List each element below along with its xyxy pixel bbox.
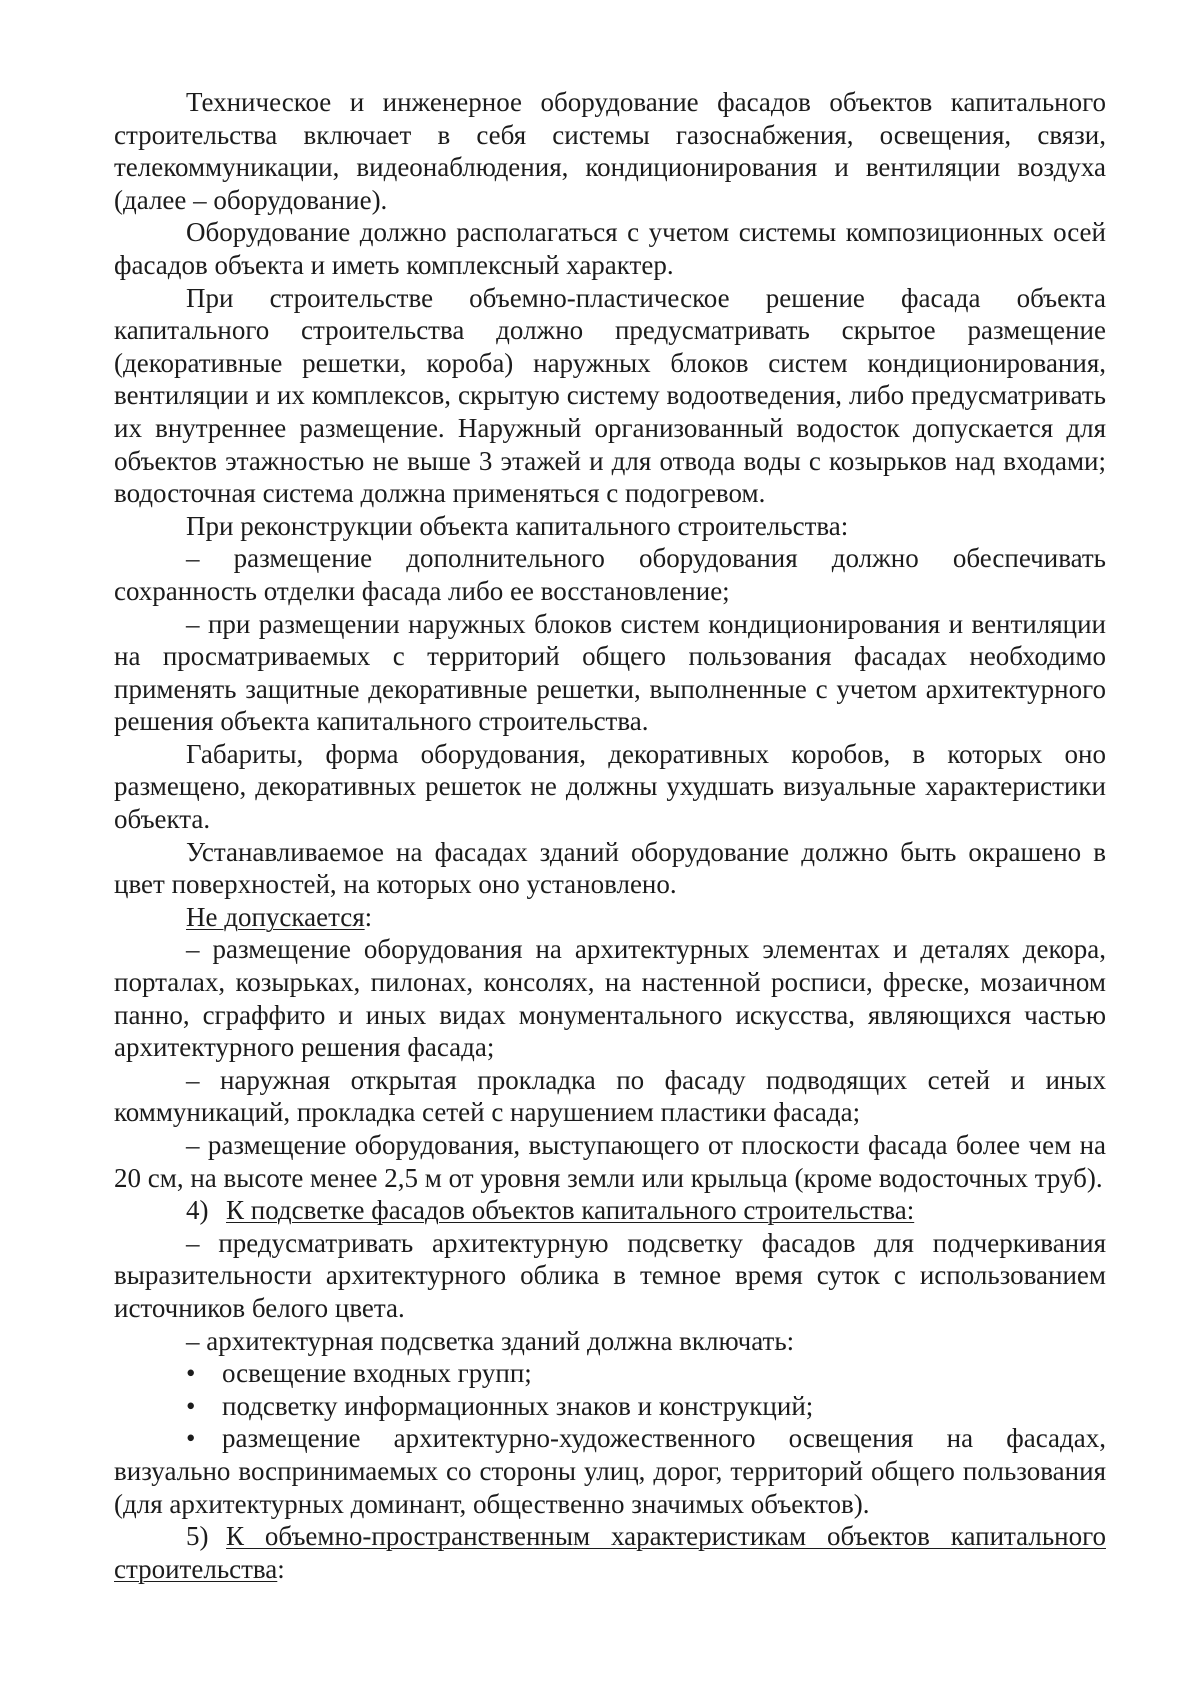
section-4-item-lighting: – предусматривать архитектурную подсветку фасадов для подчеркивания выразительности архитектурного облика в темное время суток с использованием источников белого цвета. [114,1227,1106,1323]
bullet-text: размещение архитектурно-художественного освещения на фасадах, визуально воспринимаемых со стороны улиц, дорог, территорий общего пользования (для архитектурных доминант, общественно значимых объектов). [114,1423,1106,1519]
bullet-text: подсветку информационных знаков и конструкций; [222,1390,814,1421]
not-allowed-item-protrusion: – размещение оборудования, выступающего от плоскости фасада более чем на 20 см, на высоте менее 2,5 м от уровня земли или крыльца (кроме водосточных труб). [114,1130,1106,1193]
not-allowed-label: Не допускается [186,901,365,932]
section-4-number: 4) [186,1195,209,1226]
list-item-additional-equipment: – размещение дополнительного оборудования должно обеспечивать сохранность отделки фасада либо ее восстановление; [114,543,1106,606]
bullet-icon: • [186,1358,196,1389]
section-5-heading [114,1520,1106,1585]
bullet-icon: • [186,1423,196,1454]
list-item-outdoor-units: – при размещении наружных блоков систем кондиционирования и вентиляции на просматриваемых с территорий общего пользования фасадах необходимо применять защитные декоративные решетки, выполненные с учетом архитектурного решения объекта капитального строительства. [114,608,1106,737]
paragraph-composition-axes: Оборудование должно располагаться с учетом системы композиционных осей фасадов объекта и иметь комплексный характер. [114,217,1106,280]
paragraph-reconstruction: При реконструкции объекта капитального строительства: [186,510,849,541]
section-5-colon: : [277,1553,285,1584]
not-allowed-heading [114,901,1106,934]
bullet-icon: • [186,1390,196,1421]
not-allowed-item-networks: – наружная открытая прокладка по фасаду подводящих сетей и иных коммуникаций, прокладка сетей с нарушением пластики фасада; [114,1064,1106,1128]
bullet-text: освещение входных групп; [222,1358,532,1389]
bullet-item-entrances [114,1357,1106,1390]
bullet-item-signs [114,1390,1106,1423]
bullet-item-artistic-lighting [114,1422,1106,1520]
section-4-item-includes: – архитектурная подсветка зданий должна включать: [186,1325,795,1356]
paragraph-equipment-definition: Техническое и инженерное оборудование фасадов объектов капитального строительства включает в себя системы газоснабжения, освещения, связи, телекоммуникации, видеонаблюдения, кондиционирования и вентиляции воздуха (далее – оборудование). [114,87,1106,215]
section-4-title: К подсветке фасадов объектов капитального строительства: [226,1195,915,1226]
not-allowed-item-decor: – размещение оборудования на архитектурных элементах и деталях декора, порталах, козырьках, пилонах, консолях, на настенной росписи, фреске, мозаичном панно, сграффито и иных видах монументального искусства, являющихся частью архитектурного решения фасада; [114,934,1106,1063]
section-5-title: К объемно-пространственным характеристикам объектов капитального строительства [114,1521,1106,1584]
section-5-number: 5) [186,1521,209,1552]
paragraph-dimensions: Габариты, форма оборудования, декоративных коробов, в которых оно размещено, декоративных решеток не должны ухудшать визуальные характеристики объекта. [114,738,1106,835]
paragraph-color: Устанавливаемое на фасадах зданий оборудование должно быть окрашено в цвет поверхностей, на которых оно установлено. [114,836,1106,900]
section-4-heading [114,1194,1106,1227]
not-allowed-colon: : [364,901,373,932]
paragraph-construction: При строительстве объемно-пластическое решение фасада объекта капитального строительства должно предусматривать скрытое размещение (декоративные решетки, короба) наружных блоков систем кондиционирования, вентиляции и их комплексов, скрытую систему водоотведения, либо предусматривать их внутреннее размещение. Наружный организованный водосток допускается для объектов этажностью не выше 3 этажей и для отвода воды с козырьков над входами; водосточная система должна применяться с подогревом. [114,282,1106,509]
